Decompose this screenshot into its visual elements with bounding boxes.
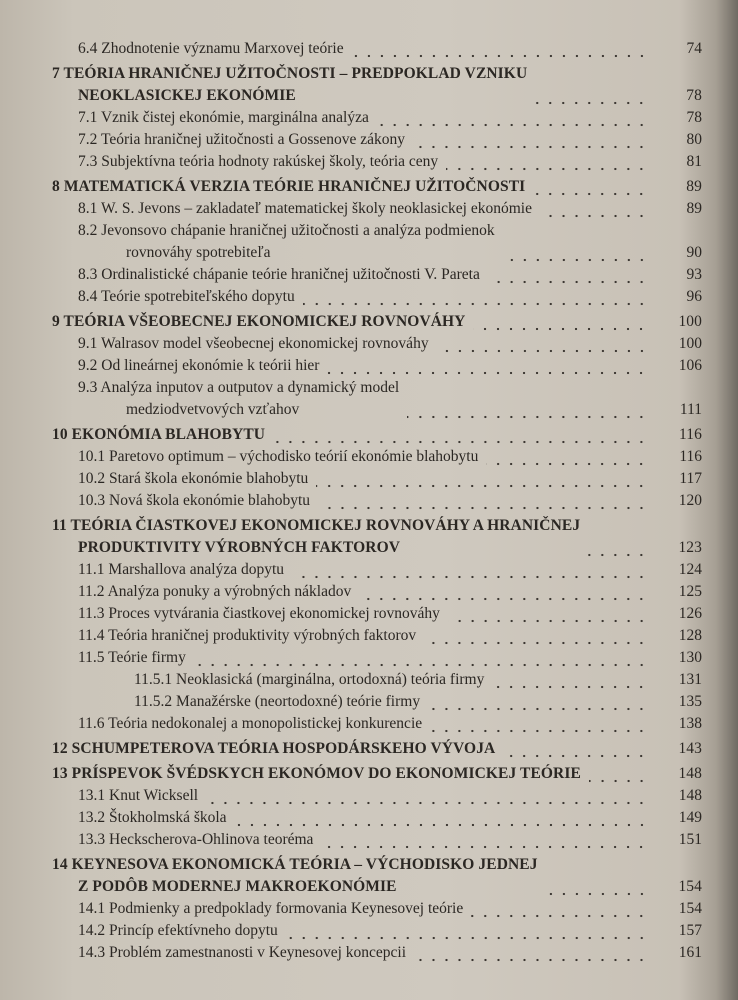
entry-title: [78, 264, 480, 286]
entry-title: [134, 669, 484, 691]
entry-title: [78, 377, 399, 421]
dot-leader: [359, 581, 648, 603]
page-number: 125: [678, 583, 702, 600]
entry-title-line: 11.2 Analýza ponuky a výrobných nákladov: [78, 583, 352, 600]
entry-title-line: 13.1 Knut Wicksell: [78, 787, 199, 804]
toc-section-entry: [52, 942, 702, 964]
entry-title: [78, 286, 295, 308]
dot-leader: [588, 537, 648, 559]
dot-leader: [424, 625, 648, 647]
toc-chapter-entry: [52, 63, 702, 107]
entry-title: [78, 807, 227, 829]
entry-title-line: 8.4 Teórie spotrebiteľského dopytu: [78, 288, 295, 305]
page-number: 90: [686, 244, 702, 261]
toc-section-entry: [52, 625, 702, 647]
entry-title-line: 9 TEÓRIA VŠEOBECNEJ EKONOMICKEJ ROVNOVÁHY: [52, 313, 466, 330]
entry-title: [78, 129, 405, 151]
toc-chapter-entry: [52, 738, 702, 760]
toc-section-entry: [52, 377, 702, 421]
toc-section-entry: [52, 198, 702, 220]
entry-title-line: 13.3 Heckscherova-Ohlinova teoréma: [78, 831, 314, 848]
dot-leader: [352, 38, 648, 60]
dot-leader: [303, 286, 648, 308]
entry-title-line: 10.2 Stará škola ekonómie blahobytu: [78, 470, 309, 487]
toc-section-entry: [52, 647, 702, 669]
entry-title-line: 11 TEÓRIA ČIASTKOVEJ EKONOMICKEJ ROVNOVÁHY A HRANIČNEJ: [52, 517, 581, 534]
dot-leader: [546, 876, 648, 898]
page-number: 148: [678, 765, 702, 782]
entry-title: [52, 63, 527, 107]
page-number: 135: [678, 693, 702, 710]
page-number: 157: [678, 922, 702, 939]
toc-chapter-entry: [52, 424, 702, 446]
page-number: 89: [686, 178, 702, 195]
entry-title-line: 6.4 Zhodnotenie významu Marxovej teórie: [78, 40, 344, 57]
page-number: 106: [678, 357, 702, 374]
entry-title-line: 14.3 Problém zamestnanosti v Keynesovej koncepcii: [78, 944, 407, 961]
entry-title: [52, 854, 538, 898]
entry-title: [78, 198, 532, 220]
entry-title: [78, 647, 186, 669]
entry-title: [78, 785, 198, 807]
entry-title-line: 9.2 Od lineárnej ekonómie k teórii hier: [78, 357, 320, 374]
dot-leader: [327, 355, 648, 377]
entry-title-line: 11.6 Teória nedokonalej a monopolistickej konkurencie: [78, 715, 423, 732]
page-number: 154: [678, 878, 702, 895]
entry-title-line: 7.3 Subjektívna teória hodnoty rakúskej školy, teória ceny: [78, 153, 439, 170]
entry-title-line: Z PODÔB MODERNEJ MAKROEKONÓMIE: [78, 878, 397, 895]
entry-title-line: 11.5 Teórie firmy: [78, 649, 186, 666]
page-number: 100: [678, 335, 702, 352]
dot-leader: [503, 242, 648, 264]
entry-title-line: 7.1 Vznik čistej ekonómie, marginálna analýza: [78, 109, 369, 126]
toc-chapter-entry: [52, 311, 702, 333]
entry-title: [52, 424, 265, 446]
entry-title: [78, 490, 310, 512]
dot-leader: [413, 129, 648, 151]
toc-section-entry: [52, 286, 702, 308]
entry-title: [78, 603, 440, 625]
toc-section-entry: [52, 581, 702, 603]
entry-title: [78, 713, 422, 735]
entry-title: [78, 151, 438, 173]
page-number: 117: [679, 470, 702, 487]
table-of-contents: [52, 38, 702, 964]
entry-title-line: NEOKLASICKEJ EKONÓMIE: [78, 87, 296, 104]
page-number: 151: [678, 831, 702, 848]
page-number: 78: [686, 109, 702, 126]
toc-chapter-entry: [52, 176, 702, 198]
entry-title: [78, 920, 278, 942]
entry-title-line: 8 MATEMATICKÁ VERZIA TEÓRIE HRANIČNEJ UŽITOČNOSTI: [52, 178, 526, 195]
entry-title: [78, 829, 313, 851]
dot-leader: [589, 763, 648, 785]
entry-title: [52, 738, 495, 760]
dot-leader: [448, 603, 648, 625]
dot-leader: [377, 107, 648, 129]
toc-section-entry: [52, 38, 702, 60]
page-number: 96: [686, 288, 702, 305]
dot-leader: [473, 311, 648, 333]
toc-section-entry: [52, 129, 702, 151]
entry-title-line: rovnováhy spotrebiteľa: [126, 244, 271, 261]
dot-leader: [194, 647, 648, 669]
entry-title-line: 12 SCHUMPETEROVA TEÓRIA HOSPODÁRSKEHO VÝVOJA: [52, 740, 496, 757]
page-number: 154: [678, 900, 702, 917]
entry-title: [78, 38, 344, 60]
entry-title: [78, 468, 308, 490]
toc-section-entry: [52, 920, 702, 942]
entry-title-line: 9.3 Analýza inputov a outputov a dynamický model: [78, 379, 400, 396]
toc-section-entry: [52, 490, 702, 512]
page-number: 161: [678, 944, 702, 961]
page-number: 111: [679, 401, 702, 418]
toc-chapter-entry: [52, 515, 702, 559]
dot-leader: [430, 713, 648, 735]
toc-section-entry: [52, 333, 702, 355]
page-number: 100: [678, 313, 702, 330]
entry-title-line: 9.1 Walrasov model všeobecnej ekonomickej rovnováhy: [78, 335, 429, 352]
page-number: 116: [679, 426, 702, 443]
dot-leader: [486, 446, 648, 468]
entry-title-line: 11.1 Marshallova analýza dopytu: [78, 561, 285, 578]
page-number: 149: [678, 809, 702, 826]
entry-title-line: 11.4 Teória hraničnej produktivity výrobných faktorov: [78, 627, 417, 644]
dot-leader: [321, 829, 648, 851]
entry-title-line: 7 TEÓRIA HRANIČNEJ UŽITOČNOSTI – PREDPOKLAD VZNIKU: [52, 65, 528, 82]
dot-leader: [492, 669, 648, 691]
page-number: 74: [686, 40, 702, 57]
entry-title-line: 10 EKONÓMIA BLAHOBYTU: [52, 426, 266, 443]
entry-title: [78, 107, 369, 129]
entry-title: [52, 763, 581, 785]
dot-leader: [407, 399, 648, 421]
toc-section-entry: [52, 264, 702, 286]
dot-leader: [318, 490, 648, 512]
entry-title: [52, 515, 580, 559]
entry-title: [78, 942, 406, 964]
entry-title-line: 14.1 Podmienky a predpoklady formovania Keynesovej teórie: [78, 900, 464, 917]
entry-title-line: 8.1 W. S. Jevons – zakladateľ matematickej školy neoklasickej ekonómie: [78, 200, 532, 217]
entry-title-line: 14.2 Princíp efektívneho dopytu: [78, 922, 278, 939]
dot-leader: [206, 785, 648, 807]
entry-title-line: 13.2 Štokholmská škola: [78, 809, 227, 826]
page-number: 116: [679, 448, 702, 465]
page-number: 148: [678, 787, 702, 804]
page-number: 89: [686, 200, 702, 217]
toc-section-entry: [52, 691, 702, 713]
toc-section-entry: [52, 807, 702, 829]
page-number: 143: [678, 740, 702, 757]
page-number: 93: [686, 266, 702, 283]
dot-leader: [235, 807, 648, 829]
entry-title: [78, 581, 351, 603]
entry-title-line: 10.3 Nová škola ekonómie blahobytu: [78, 492, 311, 509]
entry-title-line: 14 KEYNESOVA EKONOMICKÁ TEÓRIA – VÝCHODISKO JEDNEJ: [52, 856, 538, 873]
page-number: 123: [678, 539, 702, 556]
dot-leader: [533, 176, 648, 198]
page-number: 138: [678, 715, 702, 732]
dot-leader: [292, 559, 648, 581]
toc-section-entry: [52, 829, 702, 851]
dot-leader: [488, 264, 648, 286]
toc-section-entry: [52, 669, 702, 691]
page-number: 126: [678, 605, 702, 622]
entry-title-line: 8.2 Jevonsovo chápanie hraničnej užitočnosti a analýza podmienok: [78, 222, 495, 239]
page-number: 124: [678, 561, 702, 578]
entry-title: [78, 898, 463, 920]
page-number: 80: [686, 131, 702, 148]
toc-section-entry: [52, 603, 702, 625]
toc-section-entry: [52, 713, 702, 735]
entry-title-line: 11.5.2 Manažérske (neortodoxné) teórie firmy: [134, 693, 421, 710]
page-number: 128: [678, 627, 702, 644]
entry-title-line: PRODUKTIVITY VÝROBNÝCH FAKTOROV: [78, 539, 401, 556]
toc-section-entry: [52, 446, 702, 468]
toc-section-entry: [52, 107, 702, 129]
dot-leader: [471, 898, 648, 920]
entry-title: [52, 311, 465, 333]
toc-section-entry: [52, 151, 702, 173]
entry-title: [52, 176, 525, 198]
dot-leader: [414, 942, 648, 964]
entry-title-line: 11.3 Proces vytvárania čiastkovej ekonomickej rovnováhy: [78, 605, 440, 622]
entry-title-line: 11.5.1 Neoklasická (marginálna, ortodoxná) teória firmy: [134, 671, 485, 688]
entry-title: [78, 446, 478, 468]
dot-leader: [273, 424, 648, 446]
page-number: 130: [678, 649, 702, 666]
entry-title: [78, 333, 429, 355]
toc-section-entry: [52, 898, 702, 920]
page-number: 81: [686, 153, 702, 170]
page-number: 120: [678, 492, 702, 509]
toc-section-entry: [52, 468, 702, 490]
entry-title-line: 13 PRÍSPEVOK ŠVÉDSKYCH EKONÓMOV DO EKONOMICKEJ TEÓRIE: [52, 765, 581, 782]
dot-leader: [540, 198, 648, 220]
page-number: 78: [686, 87, 702, 104]
entry-title: [78, 559, 284, 581]
dot-leader: [428, 691, 648, 713]
dot-leader: [316, 468, 648, 490]
entry-title: [78, 625, 416, 647]
entry-title: [78, 220, 495, 264]
entry-title: [134, 691, 420, 713]
toc-section-entry: [52, 220, 702, 264]
entry-title-line: 10.1 Paretovo optimum – východisko teórií ekonómie blahobytu: [78, 448, 479, 465]
entry-title-line: 7.2 Teória hraničnej užitočnosti a Gossenove zákony: [78, 131, 406, 148]
entry-title: [78, 355, 319, 377]
dot-leader: [286, 920, 648, 942]
toc-section-entry: [52, 785, 702, 807]
dot-leader: [437, 333, 648, 355]
entry-title-line: 8.3 Ordinalistické chápanie teórie hraničnej užitočnosti V. Pareta: [78, 266, 480, 283]
page-number: 131: [678, 671, 702, 688]
toc-section-entry: [52, 355, 702, 377]
dot-leader: [446, 151, 648, 173]
dot-leader: [503, 738, 648, 760]
toc-chapter-entry: [52, 763, 702, 785]
entry-title-line: medziodvetvových vzťahov: [126, 401, 300, 418]
dot-leader: [535, 85, 648, 107]
toc-section-entry: [52, 559, 702, 581]
toc-chapter-entry: [52, 854, 702, 898]
